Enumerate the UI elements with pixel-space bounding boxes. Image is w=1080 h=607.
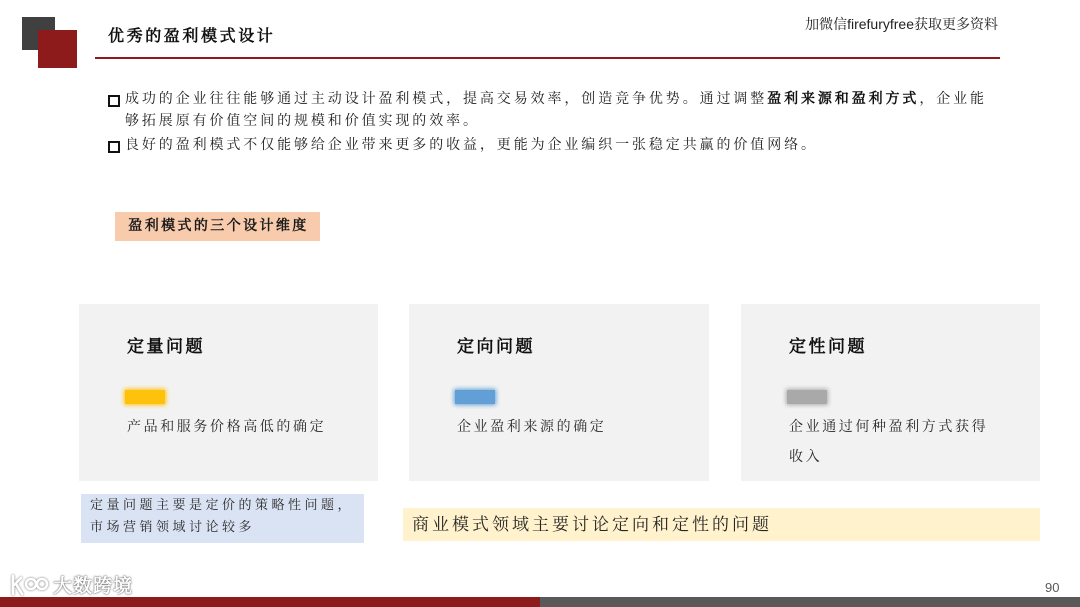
card-color-bar <box>125 390 165 404</box>
footer-bar-red <box>0 597 540 607</box>
card-title: 定量问题 <box>127 337 205 356</box>
card-description: 企业盈利来源的确定 <box>457 420 607 435</box>
hollow-square-icon <box>108 141 120 153</box>
dimension-card-qualitative <box>741 304 1040 481</box>
card-title: 定性问题 <box>789 337 867 356</box>
card-title: 定向问题 <box>457 337 535 356</box>
bullet-text-tail: ，企业能够拓展原有价值空间的规模和价值实现的效率。 <box>125 92 987 129</box>
footer-bar-gray <box>540 597 1080 607</box>
bullet-text: 成功的企业往往能够通过主动设计盈利模式，提高交易效率，创造竞争优势。通过调整 <box>125 92 768 107</box>
bullet-item <box>108 89 993 133</box>
card-description: 产品和服务价格高低的确定 <box>127 420 327 435</box>
brand-logo-icon <box>9 572 51 598</box>
logo-red-square <box>38 30 77 68</box>
bullet-list <box>108 89 998 157</box>
card-color-bar <box>787 390 827 404</box>
dimensions-label: 盈利模式的三个设计维度 <box>115 212 320 241</box>
page-number: 90 <box>1045 580 1060 595</box>
bullet-item <box>108 135 993 157</box>
card-color-bar <box>455 390 495 404</box>
bullet-emphasis: 盈利来源和盈利方式 <box>767 92 920 107</box>
dimension-card-quantitative <box>79 304 378 481</box>
dimension-card-directional <box>409 304 709 481</box>
brand-watermark: 大数跨境 <box>53 575 134 597</box>
title-divider <box>95 57 1000 59</box>
hollow-square-icon <box>108 95 120 107</box>
business-model-note: 商业模式领域主要讨论定向和定性的问题 <box>403 508 1040 541</box>
header-promo-text: 加微信firefuryfree获取更多资料 <box>805 16 998 32</box>
pricing-note: 定量问题主要是定价的策略性问题，市场营销领域讨论较多 <box>81 494 364 543</box>
bullet-text: 良好的盈利模式不仅能够给企业带来更多的收益，更能为企业编织一张稳定共赢的价值网络。 <box>125 138 818 153</box>
card-description: 企业通过何种盈利方式获得收入 <box>789 420 989 465</box>
page-title: 优秀的盈利模式设计 <box>108 28 276 45</box>
